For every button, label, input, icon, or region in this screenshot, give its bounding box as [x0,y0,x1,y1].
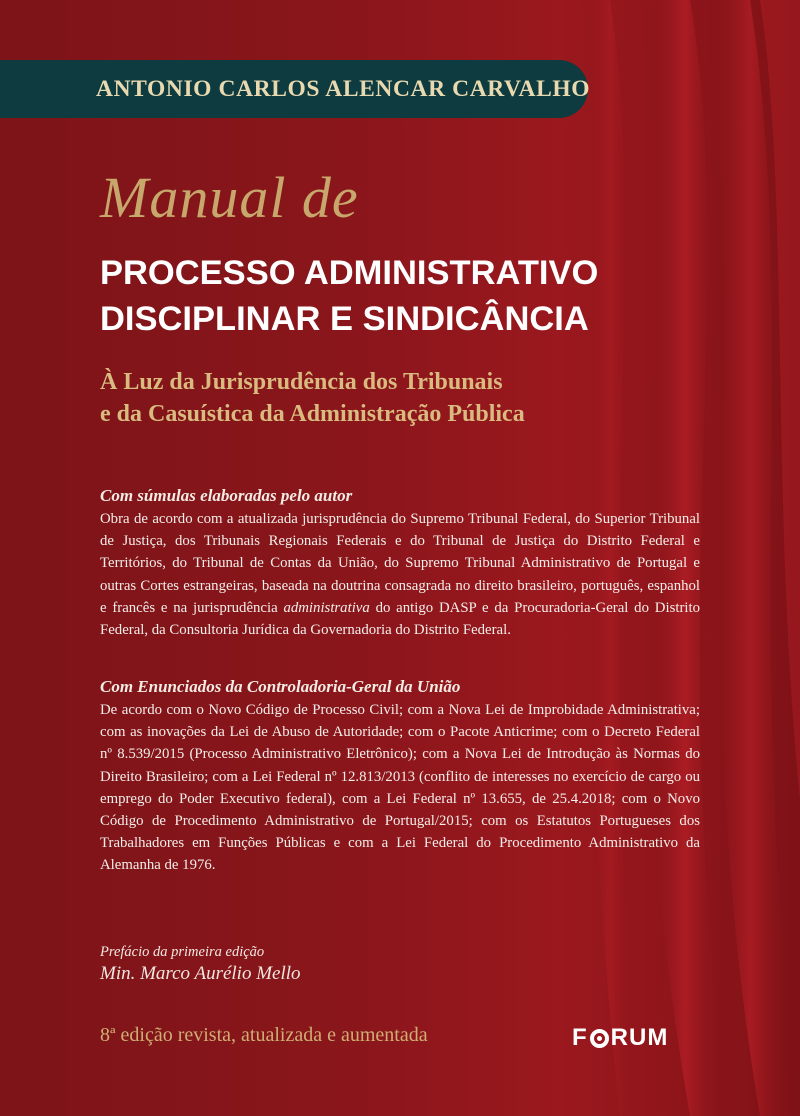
subtitle-line-2: e da Casuística da Administração Pública [100,401,525,427]
author-band [0,60,591,118]
main-title [100,250,598,342]
section-text-part: do antigo DASP e da Procuradoria-Geral do Distrito Federal, da Consultoria Jurídica da Governadoria do Distrito Federal. [100,599,700,639]
section-enunciados [100,677,700,877]
main-title-line-1: PROCESSO ADMINISTRATIVO [100,254,599,292]
preface [100,944,301,985]
preface-author: Min. Marco Aurélio Mello [100,963,301,984]
preface-label: Prefácio da primeira edição [100,944,265,960]
title-script: Manual de [100,165,359,230]
section-text: De acordo com o Novo Código de Processo Civil; com a Nova Lei de Improbidade Administrativa; com as inovações da Lei de Abuso de Autoridade; com o Pacote Anticrime; com o Decreto Federal nº 8.539/2015 (Processo Administrativo Eletrônico); com a Nova Lei de Introdução às Normas do Direito Brasileiro; com a Lei Federal nº 12.813/2013 (conflito de interesses no exercício de cargo ou emprego do Poder Executivo federal), com a Lei Federal nº 13.655, de 25.4.2018; com o Novo Código de Procedimento Administrativo de Portugal/2015; com os Estatutos Portugueses dos Trabalhadores em Funções Públicas e com a Lei Federal do Procedimento Administrativo da Alemanha de 1976. [100,702,700,874]
section-heading: Com Enunciados da Controladoria-Geral da União [100,677,461,696]
main-title-line-2: DISCIPLINAR E SINDICÂNCIA [100,300,589,338]
subtitle-line-1: À Luz da Jurisprudência dos Tribunais [100,369,503,395]
section-text [100,508,700,641]
publisher-logo [572,1026,668,1050]
author-name: ANTONIO CARLOS ALENCAR CARVALHO [96,75,591,102]
publisher-logo-right: RUM [610,1024,669,1051]
publisher-o-icon [590,1029,609,1048]
section-heading: Com súmulas elaboradas pelo autor [100,486,353,505]
section-text-italic: administrativa [283,599,370,616]
subtitle [100,366,525,430]
section-sumulas [100,486,700,641]
section-text-part: Obra de acordo com a atualizada jurisprudência do Supremo Tribunal Federal, do Superior Tribunal de Justiça, dos Tribunais Regionais Federais e do Tribunal de Justiça do Distrito Federal e Territórios, do Tribunal de Contas da União, do Supremo Tribunal Administrativo de Portugal e outras Cortes estrangeiras, baseada na doutrina consagrada no direito brasileiro, português, espanhol e francês e na jurisprudência [100,511,700,616]
publisher-logo-left: F [572,1024,588,1051]
edition-note: 8ª edição revista, atualizada e aumentada [100,1024,428,1046]
